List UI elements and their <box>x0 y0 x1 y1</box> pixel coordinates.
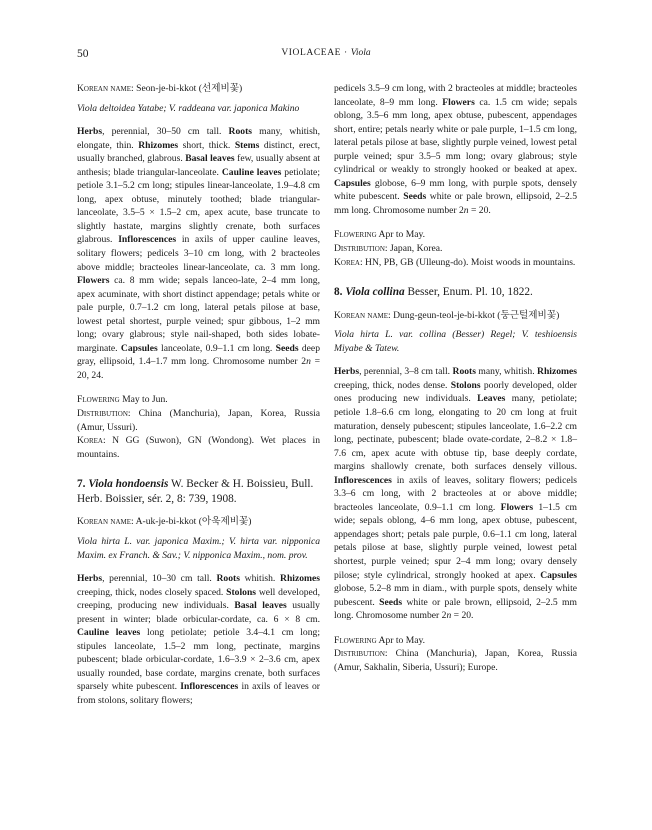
species-heading <box>334 285 577 300</box>
text-run: short, thick. <box>178 139 235 151</box>
meta-label: Korea: <box>334 256 363 268</box>
bold-term: Basal leaves <box>185 153 235 165</box>
meta-value: May to Jun. <box>119 394 168 406</box>
text-run: 1–1.5 cm wide; sepals oblong, 4–6 mm long, apex obtuse, pubescent, appendages short; petals pale purple, 0.6–1.1 cm long, lateral petals pilose at base, slightly purple veined, lowest petal shortest, purple veined; spur 2–4 mm long; ovary densely pilose; style cylindrical, strongly hooked at apex. <box>334 501 577 581</box>
text-run: = 20. <box>451 610 474 622</box>
meta-label: Flowering <box>334 634 377 646</box>
bold-term: Seeds <box>275 342 299 354</box>
text-run: many, petiolate; petiole 1.8–6.6 cm long, elongating to 20 cm long at fruit maturation, densely pubescent; stipules lanceolate, 1.6–2.2 cm long, pectinate, pubescent; blade ovate-cordate, 2–8.2 × 1.8–7.6 cm, apex acute with obtuse tip, base deeply cordate, margins shallowly crenate, both surfaces densely villous. <box>334 393 577 473</box>
meta-label: Flowering <box>77 394 120 406</box>
right-column <box>334 82 577 674</box>
bold-term: Stems <box>234 139 260 151</box>
text-run: globose, 5.2–8 mm in diam., with purple spots, densely white pubescent. <box>334 583 577 608</box>
species-description <box>334 365 577 622</box>
text-run: pedicels 3.5–9 cm long, with 2 bracteoles at middle; bracteoles lanceolate, 8–9 mm long. <box>334 83 577 108</box>
family-name: VIOLACEAE <box>281 48 342 58</box>
species-meta <box>77 393 320 461</box>
text-run: globose, 6–9 mm long, with purple spots, densely white pubescent. <box>334 177 577 203</box>
korean-name-label: Korean name: <box>77 516 134 528</box>
bold-term: Rhizomes <box>138 139 179 151</box>
korean-name-label: Korean name: <box>334 309 391 321</box>
korean-name-label: Korean name: <box>77 83 134 94</box>
text-run: , perennial, 10–30 cm tall. <box>102 573 217 585</box>
bold-term: Herbs <box>77 126 103 138</box>
text-run: white or pale brown, ellipsoid, 2–2.5 mm long. Chromosome number 2 <box>334 191 577 216</box>
text-run: well developed, creeping, producing new individuals. <box>77 586 320 612</box>
species-number: 8. <box>334 286 343 299</box>
running-head <box>77 48 575 58</box>
species-meta <box>334 228 577 269</box>
korean-name-value: Seon-je-bi-kkot (선제비꽃) <box>136 83 243 94</box>
bold-term: Capsules <box>334 177 371 189</box>
text-run: creeping, thick, nodes closely spaced. <box>77 586 227 598</box>
meta-value: China (Manchuria), Japan, Korea, Russia (Amur, Sakhalin, Siberia, Ussuri); Europe. <box>334 648 577 673</box>
text-run: distinct, erect, usually branched, glabrous. <box>77 139 320 165</box>
separator: · <box>341 48 351 58</box>
bold-term: Seeds <box>403 191 427 203</box>
meta-value: HN, PB, GB (Ulleung-do). Moist woods in mountains. <box>362 256 576 268</box>
bold-term: Inflorescences <box>334 474 392 486</box>
synonyms: Viola hirta L. var. collina (Besser) Regel; V. teshioensis Miyabe & Tatew. <box>334 329 577 354</box>
meta-value: Apr to May. <box>376 634 426 646</box>
text-run: whitish. <box>239 573 281 585</box>
text-run: , perennial, 3–8 cm tall. <box>359 366 453 378</box>
text-run: = 20, 24. <box>77 356 320 381</box>
italic-term: n <box>446 610 452 622</box>
bold-term: Roots <box>228 126 252 138</box>
species-description <box>77 125 320 382</box>
species-number: 7. <box>77 478 86 491</box>
italic-term: n <box>306 356 311 368</box>
text-run: white or pale brown, ellipsoid, 2–2.5 mm long. Chromosome number 2 <box>334 596 577 622</box>
synonyms: Viola hirta L. var. japonica Maxim.; V. hirta var. nipponica Maxim. ex Franch. & Sav.; V. nipponica Maxim., nom. prov. <box>77 535 320 561</box>
korean-name-value: Dung-geun-teol-je-bi-kkot (둥근털제비꽃) <box>393 309 560 321</box>
korean-name-value: A-uk-je-bi-kkot (아욱제비꽃) <box>135 516 252 528</box>
text-run: = 20. <box>468 204 491 216</box>
species-binomial: Viola collina <box>345 286 405 299</box>
text-run: creeping, thick, nodes dense. <box>334 379 451 391</box>
text-run: many, whitish, elongate, thin. <box>77 126 320 151</box>
bold-term: Stolons <box>226 586 257 598</box>
genus-name: Viola <box>350 48 371 58</box>
bold-term: Herbs <box>334 366 360 378</box>
bold-term: Cauline leaves <box>221 166 282 178</box>
species-description-continued <box>334 82 577 217</box>
text-run: deep gray, ellipsoid, 1.4–1.7 mm long. Chromosome number 2 <box>77 342 320 368</box>
bold-term: Seeds <box>379 596 403 608</box>
bold-term: Roots <box>452 366 476 378</box>
text-run: usually present in winter; blade orbicular-cordate, ca. 6 × 8 cm. <box>77 600 320 625</box>
meta-value: Apr to May. <box>376 229 426 241</box>
bold-term: Stolons <box>450 379 481 391</box>
meta-label: Flowering <box>334 229 377 241</box>
meta-line <box>77 393 320 407</box>
text-run: petiolate; petiole 3.1–5.2 cm long; stipules linear-lanceolate, 1.9–4.8 cm long, apex obtuse, minutely toothed; blade triangular-lanceolate, 3.5–5 × 1.5–2 cm, apex acute, base truncate to slightly hastate, margins slightly crenate, both surfaces glabrous. <box>77 166 320 246</box>
species-binomial: Viola hondoensis <box>88 478 169 491</box>
bold-term: Flowers <box>442 96 475 108</box>
text-run: in axils of upper cauline leaves, solitary flowers; pedicels 3–10 cm long, with 2 bracteoles above middle; bracteoles linear-lanceolate, ca. 3 mm long. <box>77 234 320 273</box>
bold-term: Leaves <box>477 393 506 405</box>
korean-name-line <box>334 309 577 323</box>
meta-line <box>77 434 320 461</box>
korean-name-line <box>77 82 320 96</box>
page-number: 50 <box>77 48 89 60</box>
synonyms: Viola deltoidea Yatabe; V. raddeana var. japonica Makino <box>77 102 300 114</box>
meta-value: China (Manchuria), Japan, Korea, Russia (Amur, Ussuri). <box>77 408 320 433</box>
bold-term: Capsules <box>120 342 158 354</box>
meta-line <box>334 647 577 674</box>
species-citation: W. Becker & H. Boissieu, Bull. Herb. Boissier, sér. 2, 8: 739, 1908. <box>77 478 314 505</box>
text-run: lanceolate, 0.9–1.1 cm long. <box>157 342 276 354</box>
text-run: in axils of leaves or from stolons, solitary flowers; <box>77 681 320 706</box>
left-column <box>77 82 320 708</box>
text-run: ca. 1.5 cm wide; sepals oblong, 3.5–6 mm long, apex obtuse, pubescent, appendages short, entire; petals nearly white or pale purple, 1–1.5 cm long, lateral petals pilose at base, slightly purple veined, lowest petal purple veined; spur 3.5–5 mm long; ovary glabrous; style cylindrical or weakly to strongly hooked or beaked at apex. <box>334 96 577 176</box>
meta-label: Korea: <box>77 435 106 447</box>
bold-term: Roots <box>216 573 240 585</box>
meta-line <box>334 228 577 242</box>
meta-line <box>77 407 320 434</box>
text-run: ca. 8 mm wide; sepals lanceo-late, 2–4 mm long, apex acuminate, with short distinct appendage; petals white or pale purple, 0.7–1.2 cm long, lateral petals pilose at base, lowest petal shortest, purple veined; spur gibbous, 1–2 mm long; ovary glabrous; style nail-shaped, both sides lobate-marginate. <box>77 275 320 354</box>
bold-term: Inflorescences <box>180 681 239 693</box>
bold-term: Herbs <box>77 573 103 585</box>
meta-line <box>334 256 577 270</box>
bold-term: Inflorescences <box>118 234 177 246</box>
korean-name-line <box>77 515 320 529</box>
bold-term: Rhizomes <box>537 366 577 378</box>
species-meta <box>334 634 577 675</box>
bold-term: Flowers <box>500 501 534 513</box>
bold-term: Basal leaves <box>234 600 287 612</box>
text-run: in axils of leaves, solitary flowers; pedicels 3.3–6 cm long, with 2 bracteoles at or above middle; bracteoles lanceolate, 0.9–1.1 cm long. <box>334 474 577 513</box>
meta-label: Distribution: <box>77 408 131 420</box>
text-run: many, whitish. <box>475 366 538 378</box>
species-heading <box>77 477 320 506</box>
meta-label: Distribution: <box>334 648 388 660</box>
text-run: poorly developed, older ones producing new individuals. <box>334 379 577 405</box>
running-header <box>77 48 575 64</box>
meta-label: Distribution: <box>334 243 388 255</box>
bold-term: Rhizomes <box>280 573 321 585</box>
bold-term: Flowers <box>77 275 110 287</box>
species-citation: Besser, Enum. Pl. 10, 1822. <box>404 286 533 299</box>
meta-line <box>334 242 577 256</box>
meta-value: N GG (Suwon), GN (Wondong). Wet places in mountains. <box>77 435 320 460</box>
text-run: , perennial, 30–50 cm tall. <box>102 126 229 138</box>
text-run: few, usually absent at anthesis; blade triangular-lanceolate. <box>77 153 320 178</box>
bold-term: Capsules <box>540 569 577 581</box>
meta-value: Japan, Korea. <box>387 243 443 255</box>
meta-line <box>334 634 577 648</box>
text-run: long petiolate; petiole 3.4–4.1 cm long; stipules lanceolate, 1.5–2 mm long, pectinate, margins pubescent; blade orbicular-cordate, 1.6–3.9 × 2–3.6 cm, apex usually rounded, base cordate, margins crenate, both surfaces sparsely white pubescent. <box>77 627 320 693</box>
species-description <box>77 572 320 707</box>
bold-term: Cauline leaves <box>77 627 141 639</box>
italic-term: n <box>463 204 469 216</box>
